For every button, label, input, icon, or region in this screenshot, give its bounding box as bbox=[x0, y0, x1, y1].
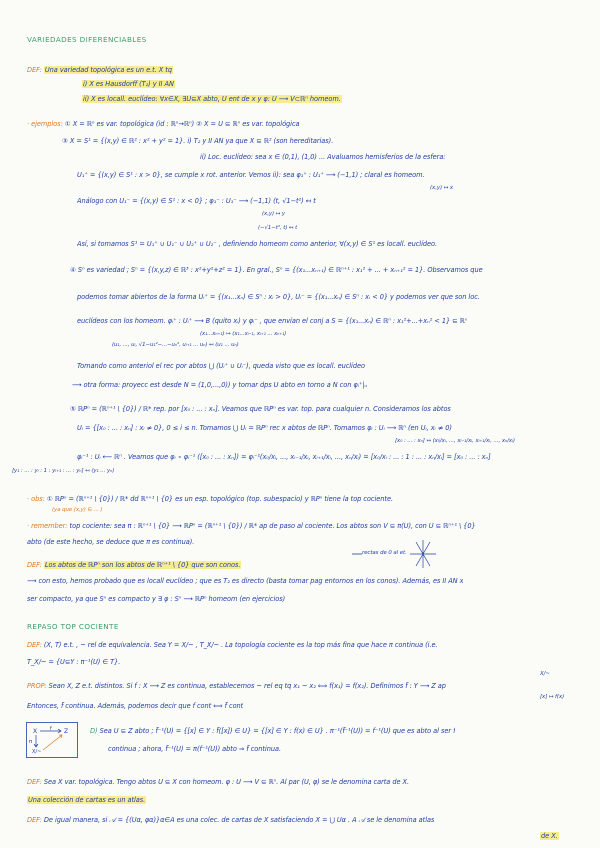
definition-abtos-rpn: DEF: Los abtos de ℝPⁿ son los abtos de ℝⁿ⁺¹ \ {0} que son conos. bbox=[27, 561, 241, 569]
examples-line-11: podemos tomar abiertos de la forma Uᵢ⁺ = {(x₁...xₙ) ∈ Sⁿ : xᵢ > 0}, Uᵢ⁻ = {(x₁...xₙ) ∈ Sⁿ : xᵢ < 0} y podemos ver que son loc. bbox=[77, 293, 480, 301]
proposition-line-1: PROP: Sean X, Z e.t. distintos. Si f : X ⟶ Z es continua, establecemos ~ rel eq tq x₁ ~ x₂ ⟺ f(x₁) = f(x₂). Definimos f̃ : Y ⟶ Z ap bbox=[27, 682, 446, 690]
page-title: VARIEDADES DIFERENCIABLES bbox=[27, 35, 147, 44]
svg-text:X: X bbox=[33, 728, 38, 735]
conclusion-line-2: ser compacto, ya que Sⁿ es compacto y ∃ φ : Sⁿ ⟶ ℝPⁿ homeom (en ejercicios) bbox=[27, 595, 286, 603]
proposition-line-2: Entonces, f̃ continua. Además, podemos decir que f cont ⟺ f̃ cont bbox=[27, 702, 244, 710]
examples-line-16: ⟶ otra forma: proyecc est desde N = (1,0,...,0)) y tomar dps U abto en torno a N con φᵢ⁺|ᵤ bbox=[72, 381, 368, 389]
svg-text:Z: Z bbox=[64, 728, 69, 735]
examples-line-12: euclídeos con los homeom. φᵢ⁺ : Uᵢ⁺ ⟶ B (quito xᵢ) y φᵢ⁻ , que envían el conj a S = {(x₁...xₙ) ∈ ℝⁿ : x₁²+...+xₙ² < 1} ⊆ ℝⁿ bbox=[77, 317, 468, 325]
definition-variedad: DEF: Una variedad topológica es un e.t. X tq bbox=[27, 66, 172, 74]
svg-text:X/~: X/~ bbox=[32, 749, 42, 755]
section-title-repaso: REPASO TOP COCIENTE bbox=[27, 622, 119, 631]
examples-line-2: ③ X = S¹ = {(x,y) ∈ ℝ² : x² + y² = 1}. i) T₂ y II AN ya que X ⊆ ℝ² (son hereditarias). bbox=[62, 137, 334, 145]
examples-line-1: · ejemplos: ① X = ℝⁿ es var. topológica (id : ℝⁿ→ℝⁿ) ② X = U ⊆ ℝⁿ es var. topológica bbox=[27, 120, 300, 128]
examples-line-19: [x₀ : ... : xₙ] ↦ (x₀/xᵢ, ..., xᵢ₋₁/xᵢ, xᵢ₊₁/xᵢ, ..., xₙ/xᵢ) bbox=[395, 438, 515, 444]
examples-line-8: (−√1−t², t) ↤ t bbox=[258, 225, 298, 231]
commutative-diagram bbox=[26, 722, 78, 758]
examples-line-13: (x₁...xₙ₊₁) ↦ (x₁...xᵢ₋₁, xᵢ₊₁ ... xₙ₊₁) bbox=[200, 331, 287, 337]
examples-line-9: Así, si tomamos S¹ = U₁⁺ ∪ U₁⁻ ∪ U₂⁺ ∪ U₂⁻ , definiendo homeom como anterior, ∀(x,y) ∈ S¹ es locall. euclídeo. bbox=[77, 240, 438, 248]
examples-line-21: [y₁ : ... : yᵢ : 1 : yᵢ₊₁ : ... : yₙ] ↤ (y₁ ... yₙ) bbox=[12, 468, 115, 474]
examples-line-20: φᵢ⁻¹ : Uᵢ ⟵ ℝⁿ . Veamos que φᵢ ∘ φᵢ⁻¹ ([x₀ : ... : xₙ]) = φᵢ⁻¹(x₀/xᵢ, ..., xᵢ₋₁/xᵢ, xᵢ₊₁/xᵢ, ..., xₙ/xᵢ) = [x₀/xᵢ : ... : 1 : ... : xₙ/xᵢ] = [x₀ : ... : xₙ] bbox=[77, 453, 491, 461]
examples-line-3: ii) Loc. euclídeo: sea x ∈ (0,1), (1,0) ... Avaluamos hemisferios de la esfera: bbox=[200, 153, 446, 161]
examples-line-5: (x,y) ↦ x bbox=[430, 185, 453, 191]
demo-line-2: continua ; ahora, f̃⁻¹(U) = π(f⁻¹(U)) abto ⇒ f̃ continua. bbox=[108, 745, 282, 753]
examples-line-18: Uᵢ = {[x₀ : ... : xₙ] : xᵢ ≠ 0}, 0 ≤ i ≤ n. Tomamos ⋃ Uᵢ = ℝPⁿ rec x abtos de ℝPⁿ. Tomamos φᵢ : Uᵢ ⟶ ℝⁿ (en Uᵢ, xᵢ ≠ 0) bbox=[77, 424, 452, 432]
examples-line-10: ④ Sⁿ es variedad ; Sⁿ = {(x,y,z) ∈ ℝ³ : x²+y²+z² = 1}. En gral., Sⁿ = {(x₁...xₙ₊₁) ∈ ℝⁿ⁺¹ : x₁² + ... + xₙ₊₁² = 1}. Observamos que bbox=[70, 266, 483, 274]
definition-cociente-1: DEF: (X, T) e.t. , ~ rel de equivalencia. Sea Y = X/~ , T_X/~ . La topología cociente es la top más fina que hace π continua (i.e. bbox=[27, 641, 438, 649]
examples-line-15: Tomando como anteriol el rec por abtos ⋃ (Uᵢ⁺ ∪ Uᵢ⁻), queda visto que es locall. euclídeo bbox=[77, 362, 365, 370]
condition-hausdorff: i) X es Hausdorff (T₂) y II AN bbox=[83, 80, 174, 88]
examples-line-14: (u₁, ..., uᵢ, √1−u₁²−...−uₙ², uᵢ₊₁ ... uₙ) ↤ (u₁ ... uₙ) bbox=[112, 342, 239, 348]
definition-atlas-2: DEF: De igual manera, si 𝒜 = {(Uα, φα)}α∈A es una colec. de cartas de X satisfaciendo X = ⋃ Uα . A 𝒜 se le denomina atlas bbox=[27, 816, 435, 824]
examples-line-7: (x,y) ↦ y bbox=[262, 211, 285, 217]
definition-carta: DEF: Sea X var. topológica. Tengo abtos U ⊆ X con homeom. φ : U ⟶ V ⊆ ℝⁿ. Al par (U, φ) se le denomina carta de X. bbox=[27, 778, 410, 786]
remember-line-1: · remember: top cociente: sea π : ℝⁿ⁺¹ \ {0} ⟶ ℝPⁿ = (ℝⁿ⁺¹ \ {0}) / ℝ* ap de paso al cociente. Los abtos son V ⊆ π(U), con U ⊆ ℝⁿ⁺¹ \ {0} bbox=[27, 522, 476, 530]
definition-cociente-2: T_X/~ = {U⊆Y : π⁻¹(U) ∈ T}. bbox=[27, 658, 121, 666]
svg-text:f: f bbox=[50, 726, 52, 732]
prop-note-top: X/~ bbox=[540, 671, 550, 677]
observation-line-1: · obs: ① ℝPⁿ = (ℝⁿ⁺¹ \ {0}) / ℝ* dd ℝⁿ⁺¹ \ {0} es un esp. topológico (top. subespacio) y ℝPⁿ tiene la top cociente. bbox=[27, 495, 393, 503]
proposition-map: [x] ↦ f(x) bbox=[540, 694, 565, 700]
demo-line-1: D) Sea U ⊆ Z abto ; f̃⁻¹(U) = {[x] ∈ Y : f̃([x]) ∈ U} = {[x] ∈ Y : f(x) ∈ U} . π⁻¹(f̃⁻¹(U)) = f⁻¹(U) que es abto al ser f bbox=[90, 727, 456, 735]
definition-atlas-3: de X. bbox=[541, 832, 558, 840]
examples-line-4: U₁⁺ = {(x,y) ∈ S¹ : x > 0}, se cumple x rot. anterior. Vemos ii): sea φ₁⁺ : U₁⁺ ⟶ (−1,1) ; claral es homeom. bbox=[77, 171, 425, 179]
cone-sketch bbox=[338, 536, 448, 576]
remember-line-2: abto (de este hecho, se deduce que π es continua). bbox=[27, 538, 195, 546]
observation-subnote: (ya que (x,y) ∈ ... ) bbox=[52, 507, 103, 513]
conclusion-line-1: ⟶ con esto, hemos probado que es locall euclídeo ; que es T₂ es directo (basta tomar pag entornos en los conos). Además, es II AN x bbox=[27, 577, 464, 585]
examples-line-17: ⑤ ℝPⁿ = (ℝⁿ⁺¹ \ {0}) / ℝ* rep. por [x₀ : ... : xₙ]. Veamos que ℝPⁿ es var. top. para cualquier n. Consideramos los abtos bbox=[70, 405, 451, 413]
examples-line-6: Análogo con U₁⁻ = {(x,y) ∈ S¹ : x < 0} ; φ₁⁻ : U₁⁻ ⟶ (−1,1) (t, √1−t²) ↤ t bbox=[77, 197, 316, 205]
sketch-note: rectas de 0 al et. bbox=[362, 550, 407, 556]
condition-euclideo: ii) X es locall. euclídeo: ∀x∈X, ∃U⊆X abto, U ent de x y φ: U ⟶ V⊂ℝⁿ homeom. bbox=[83, 95, 341, 103]
definition-atlas: Una colección de cartas es un atlas. bbox=[28, 796, 146, 804]
svg-text:π: π bbox=[29, 739, 33, 745]
